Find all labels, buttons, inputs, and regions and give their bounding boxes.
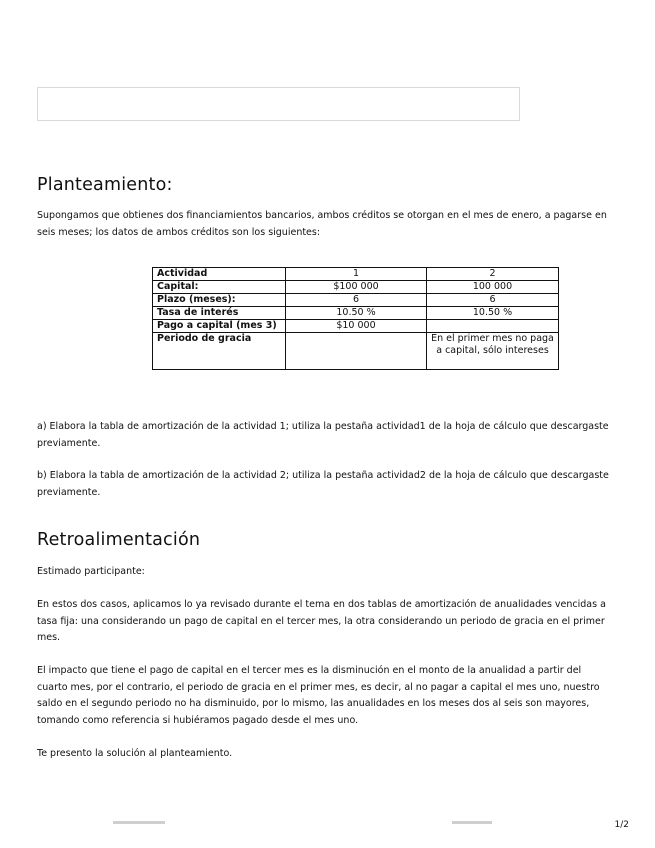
- table-cell: Tasa de interés: [153, 307, 286, 320]
- table-cell: [286, 333, 427, 370]
- table-row: [153, 307, 559, 320]
- feedback-paragraph-1: En estos dos casos, aplicamos lo ya revisado durante el tema en dos tablas de amortización de anualidades vencidas a tasa fija: una considerando un pago de capital en el tercer mes, la otra considerando un periodo de gracia en el primer mes.: [37, 599, 606, 643]
- table-cell: 10.50 %: [286, 307, 427, 320]
- feedback-greeting: Estimado participante:: [37, 566, 145, 577]
- planteamiento-intro: Supongamos que obtienes dos financiamientos bancarios, ambos créditos se otorgan en el mes de enero, a pagarse en seis meses; los datos de ambos créditos son los siguientes:: [37, 210, 607, 238]
- table-cell: Pago a capital (mes 3): [153, 320, 286, 333]
- table-cell: $10 000: [286, 320, 427, 333]
- table-cell: $100 000: [286, 281, 427, 294]
- footer-divider: [452, 821, 492, 824]
- feedback-closing: Te presento la solución al planteamiento.: [37, 748, 233, 759]
- empty-input-box: [37, 87, 520, 121]
- table-row: [153, 333, 559, 370]
- task-a: a) Elabora la tabla de amortización de la actividad 1; utiliza la pestaña actividad1 de la hoja de cálculo que descargaste previamente.: [37, 421, 609, 449]
- table-cell: Periodo de gracia: [153, 333, 286, 370]
- retroalimentacion-heading: Retroalimentación: [37, 530, 201, 550]
- table-cell: 10.50 %: [427, 307, 559, 320]
- credit-data-table: [152, 267, 559, 370]
- table-cell: 100 000: [427, 281, 559, 294]
- page-number: 1/2: [614, 820, 629, 830]
- task-b: b) Elabora la tabla de amortización de la actividad 2; utiliza la pestaña actividad2 de la hoja de cálculo que descargaste previamente.: [37, 470, 609, 498]
- table-cell: Capital:: [153, 281, 286, 294]
- planteamiento-heading: Planteamiento:: [37, 175, 173, 195]
- table-cell: En el primer mes no paga a capital, sólo intereses: [427, 333, 559, 370]
- table-header-row: [153, 268, 559, 281]
- table-cell: 6: [427, 294, 559, 307]
- table-cell: Actividad: [153, 268, 286, 281]
- feedback-paragraph-2: El impacto que tiene el pago de capital en el tercer mes es la disminución en el monto de la anualidad a partir del cuarto mes, por el contrario, el periodo de gracia en el primer mes, es decir, al no pagar a capital el mes uno, nuestro saldo en el segundo periodo no ha disminuido, por lo mismo, las anualidades en los meses dos al seis son mayores, tomando como referencia si hubiéramos pagado desde el mes uno.: [37, 665, 600, 726]
- table-row: [153, 281, 559, 294]
- table-row: [153, 320, 559, 333]
- footer-divider: [113, 821, 165, 824]
- table-cell: Plazo (meses):: [153, 294, 286, 307]
- table-cell: 2: [427, 268, 559, 281]
- table-cell: [427, 320, 559, 333]
- table-cell: 1: [286, 268, 427, 281]
- table-cell: 6: [286, 294, 427, 307]
- table-row: [153, 294, 559, 307]
